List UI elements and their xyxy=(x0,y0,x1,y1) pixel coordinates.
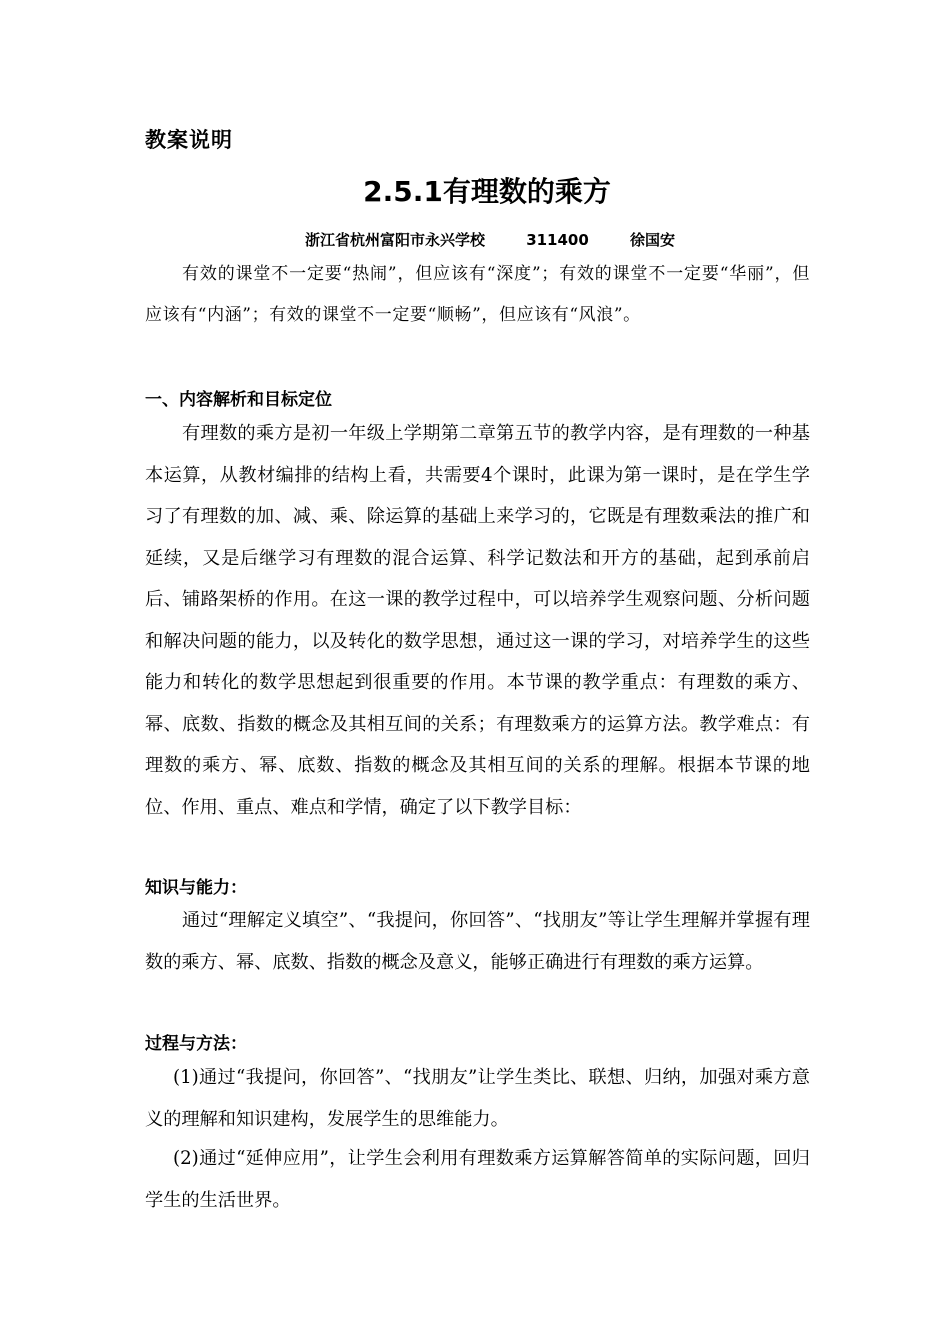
content-analysis-paragraph: 有理数的乘方是初一年级上学期第二章第五节的教学内容，是有理数的一种基本运算，从教材编排的结构上看，共需要4个课时，此课为第一课时，是在学生学习了有理数的加、减、乘、除运算的基础上来学习的，它既是有理数乘法的推广和延续，又是后继学习有理数的混合运算、科学记数法和开方的基础，起到承前启后、铺路架桥的作用。在这一课的教学过程中，可以培养学生观察问题、分析问题和解决问题的能力，以及转化的数学思想，通过这一课的学习，对培养学生的这些能力和转化的数学思想起到很重要的作用。本节课的教学重点：有理数的乘方、幂、底数、指数的概念及其相互间的关系；有理数乘方的运算方法。教学难点：有理数的乘方、幂、底数、指数的概念及其相互间的关系的理解。根据本节课的地位、作用、重点、难点和学情，确定了以下教学目标： xyxy=(145,423,810,818)
byline-school: 浙江省杭州富阳市永兴学校 xyxy=(304,231,485,249)
document-title: 2.5.1有理数的乘方 xyxy=(363,175,611,208)
section-heading-content-analysis: 一、内容解析和目标定位 xyxy=(145,390,332,410)
knowledge-ability-paragraph: 通过“理解定义填空”、“我提问，你回答”、“找朋友”等让学生理解并掌握有理数的乘方、幂、底数、指数的概念及意义，能够正确进行有理数的乘方运算。 xyxy=(145,910,810,973)
subheading-knowledge-ability: 知识与能力： xyxy=(145,878,247,898)
byline-author: 徐国安 xyxy=(630,231,676,249)
motto-paragraph: 有效的课堂不一定要“热闹”，但应该有“深度”；有效的课堂不一定要“华丽”，但应该有“内涵”；有效的课堂不一定要“顺畅”，但应该有“风浪”。 xyxy=(145,264,810,325)
document-label: 教案说明 xyxy=(145,127,233,152)
subheading-process-method: 过程与方法： xyxy=(145,1034,247,1054)
process-method-item-1: (1)通过“我提问，你回答”、“找朋友”让学生类比、联想、归纳，加强对乘方意义的理解和知识建构，发展学生的思维能力。 xyxy=(145,1067,810,1130)
process-method-item-2: (2)通过“延伸应用”，让学生会利用有理数乘方运算解答简单的实际问题，回归学生的生活世界。 xyxy=(145,1148,810,1211)
byline-postcode: 311400 xyxy=(526,231,589,249)
byline xyxy=(0,229,950,250)
